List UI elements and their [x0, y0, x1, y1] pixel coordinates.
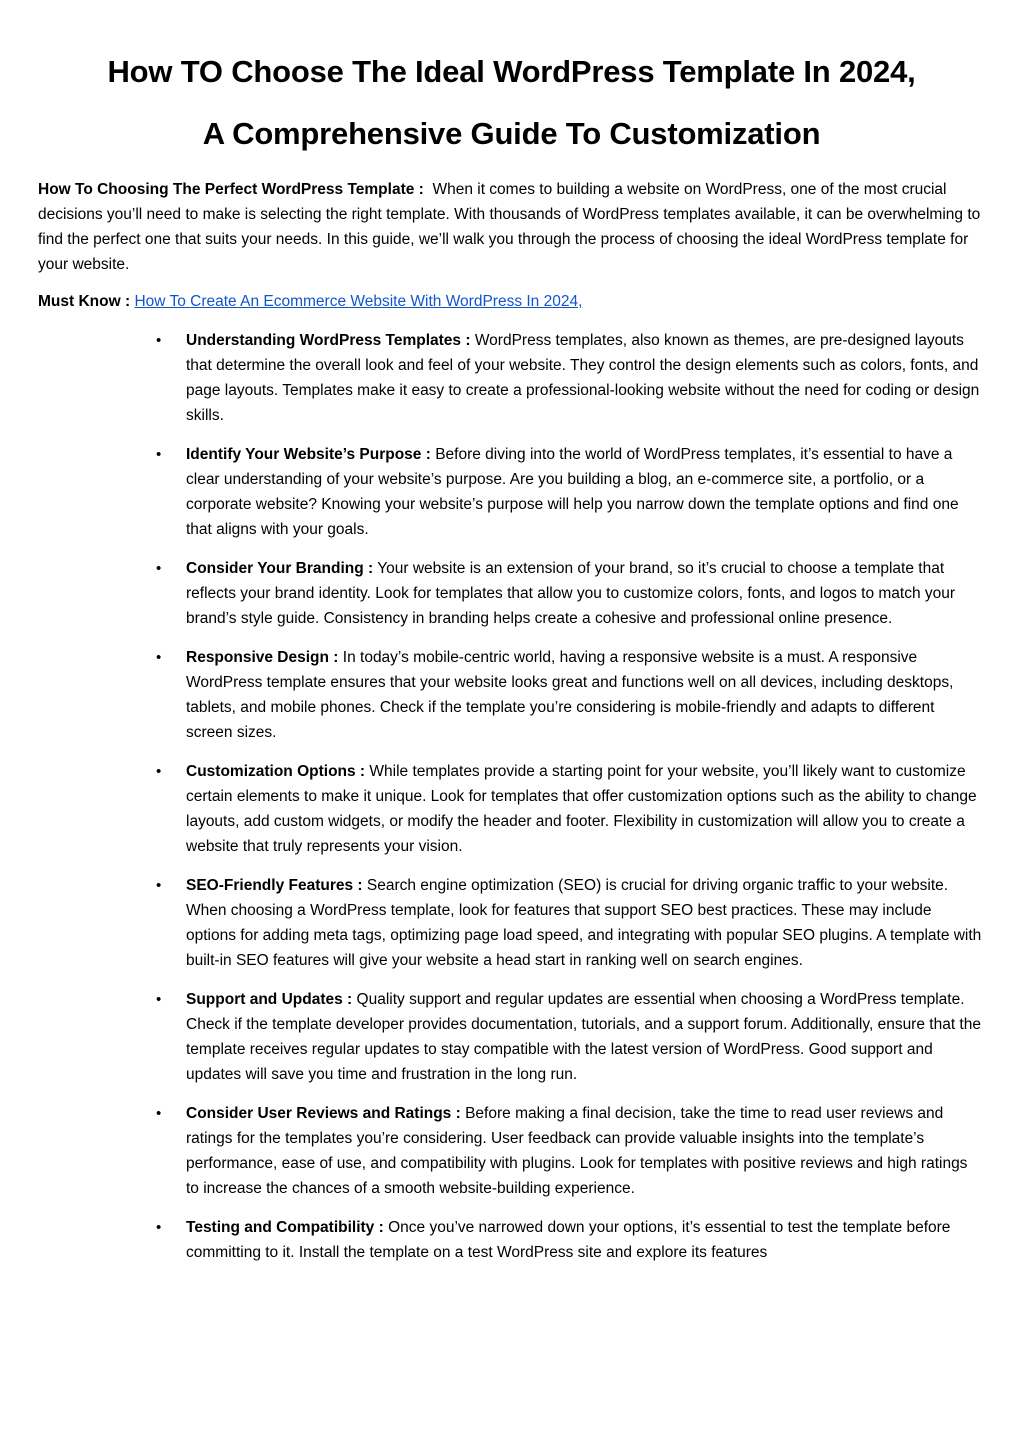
bullet-icon: •	[156, 763, 162, 780]
bullet-icon: •	[156, 332, 162, 349]
must-know-link[interactable]: How To Create An Ecommerce Website With WordPress In 2024,	[134, 293, 583, 310]
bullet-icon: •	[156, 1219, 162, 1236]
list-item	[156, 1101, 982, 1201]
list-item-text: WordPress templates, also known as themes, are pre-designed layouts that determine the overall look and feel of your website. They control the design elements such as colors, fonts, and page layouts. Templates make it easy to create a professional-looking website without the need for coding or design skills.	[186, 332, 980, 424]
list-item	[156, 759, 982, 859]
bullet-icon: •	[156, 877, 162, 894]
list-item-heading: Testing and Compatibility :	[186, 1219, 384, 1236]
list-item-text: Your website is an extension of your brand, so it’s crucial to choose a template that reflects your brand identity. Look for templates that allow you to customize colors, fonts, and logos to match your brand’s style guide. Consistency in branding helps create a cohesive and professional online presence.	[186, 560, 956, 627]
list-item-heading: SEO-Friendly Features :	[186, 877, 363, 894]
list-item-heading: Consider User Reviews and Ratings :	[186, 1105, 461, 1122]
bullet-icon: •	[156, 560, 162, 577]
list-item-heading: Identify Your Website’s Purpose :	[186, 446, 431, 463]
list-item-heading: Responsive Design :	[186, 649, 339, 666]
page-title-line-1: How TO Choose The Ideal WordPress Template In 2024,	[107, 54, 916, 89]
list-item	[156, 987, 982, 1087]
intro-text: When it comes to building a website on WordPress, one of the most crucial decisions you’ll need to make is selecting the right template. With thousands of WordPress templates available, it can be overwhelming to find the perfect one that suits your needs. In this guide, we’ll walk you through the process of choosing the ideal WordPress template for your website.	[38, 181, 981, 273]
bullet-icon: •	[156, 446, 162, 463]
list-item	[156, 556, 982, 631]
bullet-icon: •	[156, 649, 162, 666]
tips-list	[156, 328, 982, 1279]
list-item-text: In today’s mobile-centric world, having a responsive website is a must. A responsive WordPress template ensures that your website looks great and functions well on all devices, including desktops, tablets, and mobile phones. Check if the template you’re considering is mobile-friendly and adapts to different screen sizes.	[186, 649, 954, 741]
list-item-text: Search engine optimization (SEO) is crucial for driving organic traffic to your website. When choosing a WordPress template, look for features that support SEO best practices. These may include options for adding meta tags, optimizing page load speed, and integrating with popular SEO plugins. A template with built-in SEO features will give your website a head start in ranking well on search engines.	[186, 877, 982, 969]
must-know-label: Must Know :	[38, 293, 131, 310]
bullet-icon: •	[156, 991, 162, 1008]
page-title-line-2: A Comprehensive Guide To Customization	[202, 116, 821, 151]
list-item-heading: Understanding WordPress Templates :	[186, 332, 471, 349]
intro-paragraph	[38, 177, 982, 277]
list-item-text: Quality support and regular updates are essential when choosing a WordPress template. Check if the template developer provides documentation, tutorials, and a support forum. Additionally, ensure that the template receives regular updates to stay compatible with the latest version of WordPress. Good support and updates will save you time and frustration in the long run.	[186, 991, 981, 1083]
list-item-heading: Customization Options :	[186, 763, 366, 780]
list-item	[156, 873, 982, 973]
list-item-text: While templates provide a starting point for your website, you’ll likely want to customize certain elements to make it unique. Look for templates that offer customization options such as the ability to change layouts, add custom widgets, or modify the header and footer. Flexibility in customization will allow you to create a website that truly represents your vision.	[186, 763, 977, 855]
list-item	[156, 645, 982, 745]
intro-label: How To Choosing The Perfect WordPress Template :	[38, 181, 424, 198]
list-item-text: Before diving into the world of WordPress templates, it’s essential to have a clear understanding of your website’s purpose. Are you building a blog, an e-commerce site, a portfolio, or a corporate website? Knowing your website’s purpose will help you narrow down the template options and find one that aligns with your goals.	[186, 446, 959, 538]
list-item-heading: Consider Your Branding :	[186, 560, 374, 577]
list-item-text: Once you’ve narrowed down your options, it’s essential to test the template before committing to it. Install the template on a test WordPress site and explore its features	[186, 1219, 951, 1261]
list-item	[156, 328, 982, 428]
list-item-heading: Support and Updates :	[186, 991, 353, 1008]
list-item-text: Before making a final decision, take the time to read user reviews and ratings for the templates you’re considering. User feedback can provide valuable insights into the template’s performance, ease of use, and compatibility with plugins. Look for templates with positive reviews and high ratings to increase the chances of a smooth website-building experience.	[186, 1105, 968, 1197]
must-know-line	[38, 289, 982, 314]
bullet-icon: •	[156, 1105, 162, 1122]
list-item	[156, 442, 982, 542]
list-item	[156, 1215, 982, 1265]
